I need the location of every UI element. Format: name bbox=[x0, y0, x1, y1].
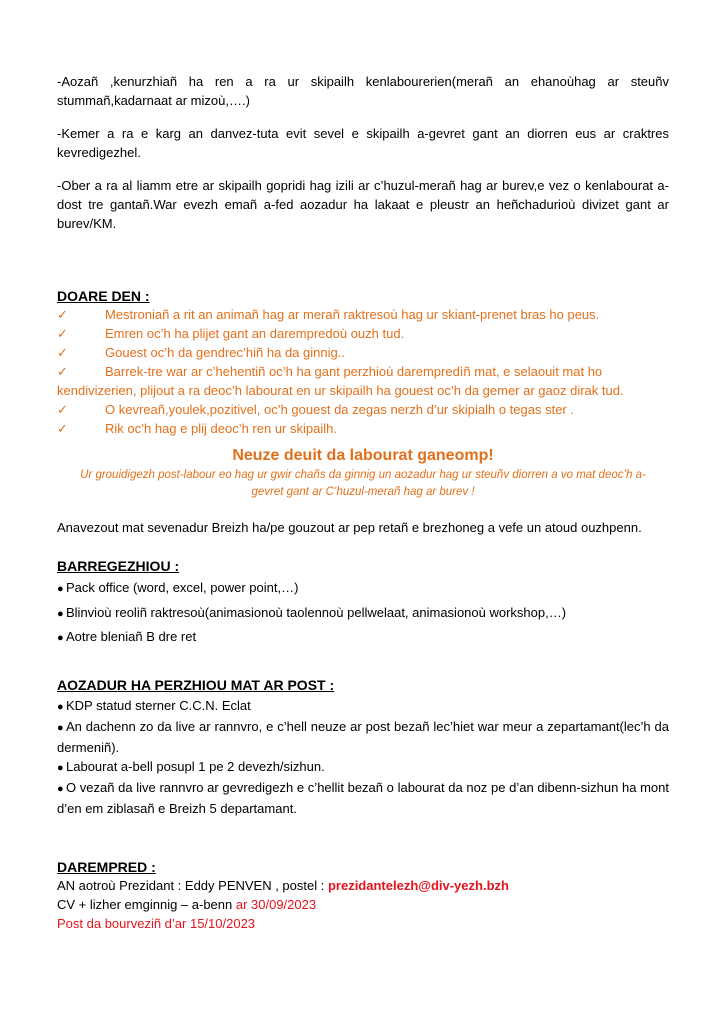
banner-title: Neuze deuit da labourat ganeomp! bbox=[232, 447, 494, 464]
doare-item: ✓ Mestroniañ a rit an animañ hag ar merañ raktresoù hag ur skiant-prenet bras ho peus. bbox=[57, 307, 600, 322]
aozadur-item: ● KDP statud sterner C.C.N. Eclat bbox=[57, 696, 669, 717]
aozadur-item: ● O vezañ da live rannvro ar gevredigezh e c’hellit bezañ o labourat da noz pe d’an dibenn-sizhun ha mont d’en em ziblasañ e Breizh 5 departamant. bbox=[57, 780, 669, 816]
bullet-icon: ● bbox=[57, 583, 64, 595]
doare-item-continuation: kendivizerien, plijout a ra deoc’h labourat en ur skipailh ha gouest oc’h da gemer ar gaoz dirak tud. bbox=[57, 383, 624, 398]
doare-section bbox=[57, 287, 669, 438]
barregezh-section bbox=[57, 557, 669, 648]
contact-line-president: AN aotroù Prezidant : Eddy PENVEN , postel : prezidantelezh@div-yezh.bzh bbox=[57, 878, 509, 893]
check-icon: ✓ bbox=[57, 364, 68, 379]
intro-paragraph-2 bbox=[57, 124, 669, 162]
aozadur-item: ● An dachenn zo da live ar rannvro, e c’hell neuze ar post bezañ lec’hiet war meur a zepartamant(lec’h da dermeniñ). bbox=[57, 719, 669, 755]
bullet-icon: ● bbox=[57, 608, 64, 620]
check-icon: ✓ bbox=[57, 326, 68, 341]
barregezh-item: ● Aotre bleniañ B dre ret bbox=[57, 627, 669, 648]
call-to-action-banner bbox=[57, 446, 669, 501]
aozadur-item: ● Labourat a-bell posupl 1 pe 2 devezh/sizhun. bbox=[57, 757, 669, 778]
bullet-icon: ● bbox=[57, 701, 64, 713]
bullet-icon: ● bbox=[57, 632, 64, 644]
banner-subtitle-line-1: Ur grouidigezh post-labour eo hag ur gwir chañs da ginnig un aozadur hag ur steuñv diorren a vo mat deoc’h a- bbox=[80, 469, 646, 481]
bullet-icon: ● bbox=[57, 783, 64, 795]
doare-heading: DOARE DEN : bbox=[57, 288, 150, 304]
barregezh-list bbox=[57, 578, 669, 648]
check-icon: ✓ bbox=[57, 307, 68, 322]
doare-item: ✓ Barrek-tre war ar c’hehentiñ oc’h ha gant perzhioù darempredìñ mat, e selaouit mat ho bbox=[57, 364, 603, 379]
intro-text-2: -Kemer a ra e karg an danvez-tuta evit sevel e skipailh a-gevret gant an diorren eus ar craktres kevredigezhel. bbox=[57, 126, 669, 160]
check-icon: ✓ bbox=[57, 345, 68, 360]
cv-deadline: ar 30/09/2023 bbox=[235, 897, 317, 912]
darempred-heading: DAREMPRED : bbox=[57, 859, 156, 875]
doare-item: ✓ O kevreañ,youlek,pozitivel, oc’h gouest da zegas nerzh d’ur skipialh o tegas ster . bbox=[57, 402, 574, 417]
contact-email-link[interactable]: prezidantelezh@div-yezh.bzh bbox=[327, 878, 509, 893]
breton-culture-note: Anavezout mat sevenadur Breizh ha/pe gouzout ar pep retañ e brezhoneg a vefe un atoud ouzhpenn. bbox=[57, 520, 642, 535]
darempred-section bbox=[57, 858, 669, 933]
check-icon: ✓ bbox=[57, 402, 68, 417]
doare-list bbox=[57, 305, 669, 438]
aozadur-heading: AOZADUR HA PERZHIOU MAT AR POST : bbox=[57, 677, 335, 693]
doare-item: ✓ Gouest oc’h da gendrec’hiñ ha da ginnig.. bbox=[57, 345, 345, 360]
barregezh-item: ● Blinvioù reoliñ raktresoù(animasionoù taolennoù pellwelaat, animasionoù workshop,…) bbox=[57, 603, 669, 624]
contact-line-cv: CV + lizher emginnig – a-benn ar 30/09/2023 bbox=[57, 897, 317, 912]
bullet-icon: ● bbox=[57, 722, 64, 734]
aozadur-section bbox=[57, 676, 669, 818]
check-icon: ✓ bbox=[57, 421, 68, 436]
barregezh-heading: BARREGEZHIOU : bbox=[57, 558, 180, 574]
aozadur-list bbox=[57, 696, 669, 818]
bullet-icon: ● bbox=[57, 762, 64, 774]
intro-paragraph-3 bbox=[57, 176, 669, 233]
banner-subtitle-line-2: gevret gant ar C’huzul-merañ hag ar burev ! bbox=[251, 486, 475, 498]
intro-paragraph-1 bbox=[57, 72, 669, 110]
barregezh-item: ● Pack office (word, excel, power point,…) bbox=[57, 578, 669, 599]
intro-text-1: -Aozañ ,kenurzhiañ ha ren a ra ur skipailh kenlabourerien(merañ an ehanoùhag ar steuñv stummañ,kadarnaat ar mizoù,….) bbox=[57, 74, 669, 108]
doare-item: ✓ Emren oc’h ha plijet gant an darempredoù ouzh tud. bbox=[57, 326, 405, 341]
intro-text-3: -Ober a ra al liamm etre ar skipailh gopridi hag izili ar c’huzul-merañ hag ar burev,e vez o kenlabourat a-dost tre gantañ.War evezh emañ a-fed aozadur ha lakaat e pleustr an heñchadurioù divizet gant ar burev/KM. bbox=[57, 178, 669, 231]
doare-item: ✓ Rik oc’h hag e plij deoc’h ren ur skipailh. bbox=[57, 421, 337, 436]
post-start-date: Post da bourveziñ d’ar 15/10/2023 bbox=[57, 916, 256, 931]
